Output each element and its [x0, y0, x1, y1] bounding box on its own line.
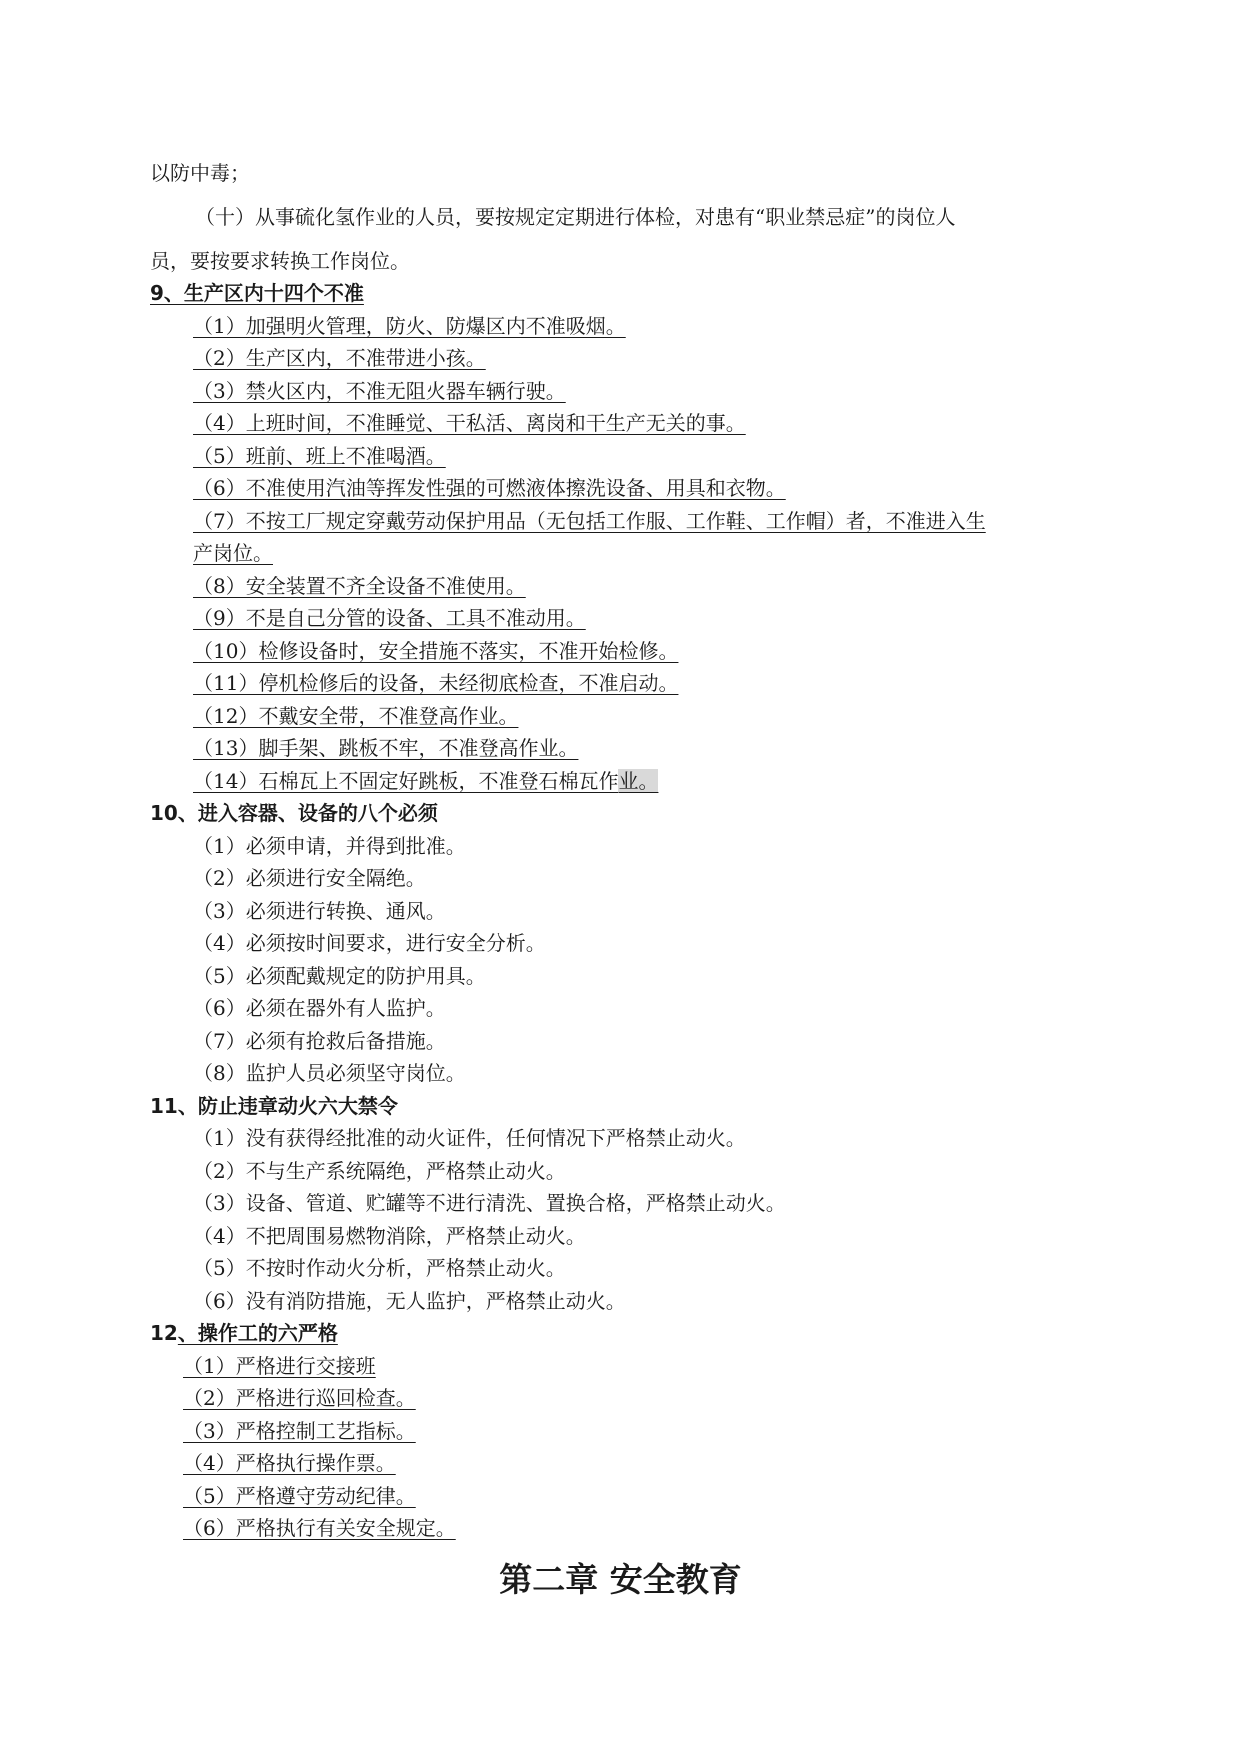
section-10-item: （7）必须有抢救后备措施。 [193, 1029, 446, 1053]
section-12-item: （6）严格执行有关安全规定。 [183, 1516, 456, 1540]
section-12-item: （3）严格控制工艺指标。 [183, 1419, 416, 1443]
section-10-heading: 10、进入容器、设备的八个必须 [150, 801, 438, 825]
section-9-item: （5）班前、班上不准喝酒。 [193, 444, 446, 468]
section-12-heading-text: 、操作工的六严格 [177, 1321, 338, 1345]
section-12-item: （5）严格遵守劳动纪律。 [183, 1484, 416, 1508]
section-10-item: （4）必须按时间要求，进行安全分析。 [193, 931, 546, 955]
section-10-item: （1）必须申请，并得到批准。 [193, 834, 466, 858]
section-12-item: （2）严格进行巡回检查。 [183, 1386, 416, 1410]
section-12-heading [150, 1320, 338, 1346]
highlighted-text: 业。 [618, 769, 659, 793]
section-12-item: （4）严格执行操作票。 [183, 1451, 396, 1475]
section-10-item: （5）必须配戴规定的防护用具。 [193, 964, 486, 988]
section-12-heading-number: 12 [150, 1321, 178, 1345]
section-9-item: （4）上班时间，不准睡觉、干私活、离岗和干生产无关的事。 [193, 411, 746, 435]
section-9-item-14 [193, 768, 658, 794]
chapter-title: 第二章 安全教育 [499, 1560, 742, 1599]
section-11-item: （6）没有消防措施，无人监护，严格禁止动火。 [193, 1289, 626, 1313]
section-10-item: （8）监护人员必须坚守岗位。 [193, 1061, 466, 1085]
section-10-item: （6）必须在器外有人监护。 [193, 996, 446, 1020]
intro-line-3: 员，要按要求转换工作岗位。 [150, 249, 410, 273]
section-10-item: （3）必须进行转换、通风。 [193, 899, 446, 923]
section-11-item: （3）设备、管道、贮罐等不进行清洗、置换合格，严格禁止动火。 [193, 1191, 786, 1215]
section-9-item: （8）安全装置不齐全设备不准使用。 [193, 574, 526, 598]
intro-line-1: 以防中毒； [150, 161, 250, 185]
section-11-item: （4）不把周围易燃物消除，严格禁止动火。 [193, 1224, 586, 1248]
section-12-item: （1）严格进行交接班 [183, 1354, 376, 1378]
section-9-item: （13）脚手架、跳板不牢，不准登高作业。 [193, 736, 579, 760]
section-9-item: （1）加强明火管理，防火、防爆区内不准吸烟。 [193, 314, 626, 338]
section-10-item: （2）必须进行安全隔绝。 [193, 866, 426, 890]
section-11-item: （2）不与生产系统隔绝，严格禁止动火。 [193, 1159, 566, 1183]
section-9-item-14-text: （14）石棉瓦上不固定好跳板，不准登石棉瓦作 [193, 769, 619, 793]
section-9-item: （10）检修设备时，安全措施不落实，不准开始检修。 [193, 639, 679, 663]
intro-line-2: （十）从事硫化氢作业的人员，要按规定定期进行体检，对患有“职业禁忌症”的岗位人 [195, 205, 956, 229]
section-11-item: （5）不按时作动火分析，严格禁止动火。 [193, 1256, 566, 1280]
section-9-heading: 9、生产区内十四个不准 [150, 281, 364, 305]
section-9-item: （7）不按工厂规定穿戴劳动保护用品（无包括工作服、工作鞋、工作帽）者，不准进入生 [193, 509, 986, 533]
section-9-item: （3）禁火区内，不准无阻火器车辆行驶。 [193, 379, 566, 403]
section-11-item: （1）没有获得经批准的动火证件，任何情况下严格禁止动火。 [193, 1126, 746, 1150]
section-9-item: （11）停机检修后的设备，未经彻底检查，不准启动。 [193, 671, 679, 695]
section-9-item: 产岗位。 [193, 541, 273, 565]
section-9-item: （6）不准使用汽油等挥发性强的可燃液体擦洗设备、用具和衣物。 [193, 476, 786, 500]
section-9-item: （2）生产区内，不准带进小孩。 [193, 346, 486, 370]
section-9-item: （9）不是自己分管的设备、工具不准动用。 [193, 606, 586, 630]
section-11-heading: 11、防止违章动火六大禁令 [150, 1094, 398, 1118]
section-9-item: （12）不戴安全带，不准登高作业。 [193, 704, 519, 728]
